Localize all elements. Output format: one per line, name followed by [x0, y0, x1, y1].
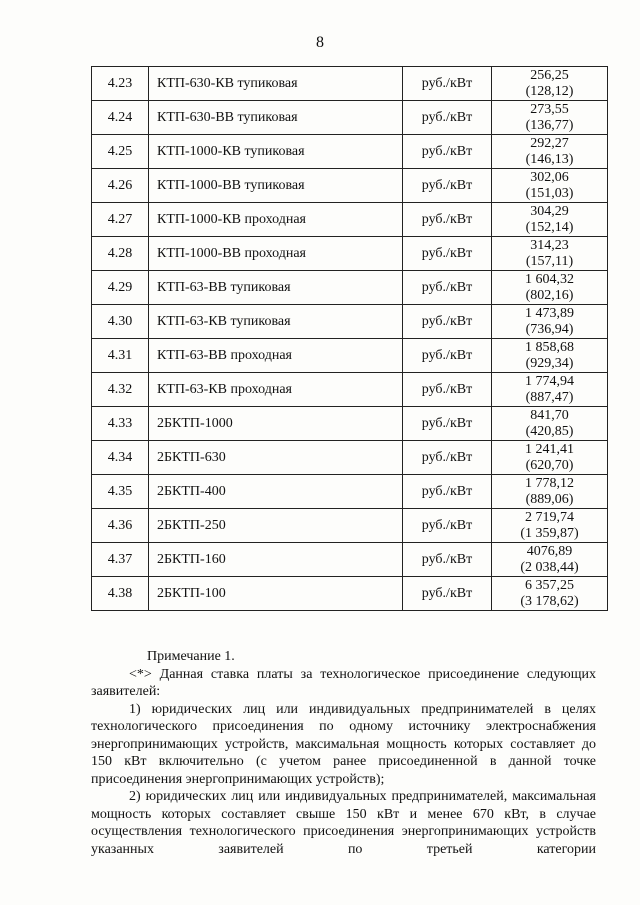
row-name: КТП-1000-ВВ тупиковая [149, 169, 403, 203]
table-row [92, 339, 608, 373]
row-rate-cell [492, 203, 608, 237]
table-row [92, 373, 608, 407]
row-rate-cell [492, 135, 608, 169]
page-number: 8 [316, 34, 324, 51]
row-rate: 6 357,25 [525, 577, 574, 593]
row-name: 2БКТП-400 [149, 475, 403, 509]
row-name: КТП-63-КВ проходная [149, 373, 403, 407]
row-rate-cell [492, 373, 608, 407]
row-rate-alt: (736,94) [525, 321, 574, 337]
row-unit: руб./кВт [403, 407, 492, 441]
row-rate-alt: (2 038,44) [520, 559, 579, 575]
row-rate: 1 604,32 [525, 271, 574, 287]
row-unit: руб./кВт [403, 509, 492, 543]
row-number: 4.27 [92, 203, 149, 237]
row-rate-cell [492, 67, 608, 101]
row-rate: 841,70 [530, 407, 569, 423]
note-intro: <*> Данная ставка платы за технологическое присоединение следующих заявителей: [91, 666, 596, 699]
row-rate-cell [492, 169, 608, 203]
row-unit: руб./кВт [403, 339, 492, 373]
row-name: КТП-1000-КВ тупиковая [149, 135, 403, 169]
row-rate-alt: (3 178,62) [520, 593, 579, 609]
row-rate-alt: (889,06) [525, 491, 574, 507]
row-number: 4.26 [92, 169, 149, 203]
row-unit: руб./кВт [403, 305, 492, 339]
row-rate-cell [492, 237, 608, 271]
row-unit: руб./кВт [403, 169, 492, 203]
table-row [92, 407, 608, 441]
table-row [92, 135, 608, 169]
table-row [92, 271, 608, 305]
row-number: 4.37 [92, 543, 149, 577]
table-row [92, 101, 608, 135]
row-number: 4.31 [92, 339, 149, 373]
row-name: КТП-630-КВ тупиковая [149, 67, 403, 101]
row-unit: руб./кВт [403, 203, 492, 237]
row-rate-cell [492, 475, 608, 509]
note-item-2: 2) юридических лиц или индивидуальных предпринимателей, максимальная мощность которых составляет свыше 150 кВт и менее 670 кВт, в случае осуществления технологического присоединения энергопринимающих устройств указанных заявителей по третьей категории [91, 789, 596, 857]
row-rate: 314,23 [530, 237, 569, 253]
row-number: 4.25 [92, 135, 149, 169]
row-rate-alt: (151,03) [525, 185, 574, 201]
row-number: 4.38 [92, 577, 149, 611]
row-name: КТП-63-КВ тупиковая [149, 305, 403, 339]
row-rate-cell [492, 305, 608, 339]
tariff-table-body [92, 67, 608, 611]
row-number: 4.28 [92, 237, 149, 271]
row-name: 2БКТП-160 [149, 543, 403, 577]
row-unit: руб./кВт [403, 237, 492, 271]
table-row [92, 203, 608, 237]
row-rate-alt: (620,70) [525, 457, 574, 473]
row-name: 2БКТП-250 [149, 509, 403, 543]
row-rate-cell [492, 441, 608, 475]
table-row [92, 475, 608, 509]
table-row [92, 509, 608, 543]
row-rate-alt: (152,14) [525, 219, 574, 235]
row-name: 2БКТП-1000 [149, 407, 403, 441]
row-rate: 302,06 [530, 169, 569, 185]
table-row [92, 577, 608, 611]
row-number: 4.36 [92, 509, 149, 543]
row-rate-cell [492, 543, 608, 577]
row-unit: руб./кВт [403, 135, 492, 169]
row-rate: 292,27 [530, 135, 569, 151]
row-rate-alt: (802,16) [525, 287, 574, 303]
row-rate-cell [492, 101, 608, 135]
row-rate-alt: (420,85) [525, 423, 574, 439]
row-rate: 1 858,68 [525, 339, 574, 355]
row-rate-alt: (1 359,87) [520, 525, 579, 541]
row-rate: 273,55 [530, 101, 569, 117]
row-rate: 256,25 [530, 67, 569, 83]
table-row [92, 543, 608, 577]
row-name: КТП-630-ВВ тупиковая [149, 101, 403, 135]
row-number: 4.24 [92, 101, 149, 135]
row-unit: руб./кВт [403, 577, 492, 611]
row-number: 4.34 [92, 441, 149, 475]
row-rate-alt: (887,47) [525, 389, 574, 405]
row-unit: руб./кВт [403, 475, 492, 509]
row-name: 2БКТП-100 [149, 577, 403, 611]
row-number: 4.33 [92, 407, 149, 441]
row-rate-cell [492, 407, 608, 441]
row-unit: руб./кВт [403, 67, 492, 101]
row-rate: 1 473,89 [525, 305, 574, 321]
row-rate: 304,29 [530, 203, 569, 219]
row-rate: 1 774,94 [525, 373, 574, 389]
note-item-1: 1) юридических лиц или индивидуальных предпринимателей в целях технологического присоединения по одному источнику электроснабжения энергопринимающих устройств, максимальная мощность которых составляет до 150 кВт включительно (с учетом ранее присоединенной в данной точке присоединения энергопринимающих устройств); [91, 701, 596, 787]
row-name: КТП-1000-КВ проходная [149, 203, 403, 237]
row-rate-alt: (929,34) [525, 355, 574, 371]
notes-section [91, 648, 596, 858]
table-row [92, 441, 608, 475]
row-rate: 2 719,74 [525, 509, 574, 525]
table-row [92, 305, 608, 339]
row-unit: руб./кВт [403, 101, 492, 135]
row-number: 4.29 [92, 271, 149, 305]
row-rate-cell [492, 577, 608, 611]
note-title: Примечание 1. [147, 649, 235, 664]
row-rate: 4076,89 [526, 543, 573, 559]
row-number: 4.30 [92, 305, 149, 339]
row-rate-alt: (146,13) [525, 151, 574, 167]
row-rate-cell [492, 271, 608, 305]
row-name: КТП-63-ВВ тупиковая [149, 271, 403, 305]
row-number: 4.32 [92, 373, 149, 407]
row-rate-alt: (136,77) [525, 117, 574, 133]
row-name: КТП-1000-ВВ проходная [149, 237, 403, 271]
row-rate-cell [492, 339, 608, 373]
row-unit: руб./кВт [403, 543, 492, 577]
table-row [92, 237, 608, 271]
row-rate: 1 241,41 [525, 441, 574, 457]
row-unit: руб./кВт [403, 373, 492, 407]
row-rate-alt: (128,12) [525, 83, 574, 99]
table-row [92, 67, 608, 101]
row-name: КТП-63-ВВ проходная [149, 339, 403, 373]
row-rate: 1 778,12 [525, 475, 574, 491]
tariff-table [91, 66, 608, 611]
row-rate-cell [492, 509, 608, 543]
row-number: 4.23 [92, 67, 149, 101]
row-number: 4.35 [92, 475, 149, 509]
row-rate-alt: (157,11) [525, 253, 574, 269]
row-unit: руб./кВт [403, 271, 492, 305]
table-row [92, 169, 608, 203]
row-name: 2БКТП-630 [149, 441, 403, 475]
row-unit: руб./кВт [403, 441, 492, 475]
